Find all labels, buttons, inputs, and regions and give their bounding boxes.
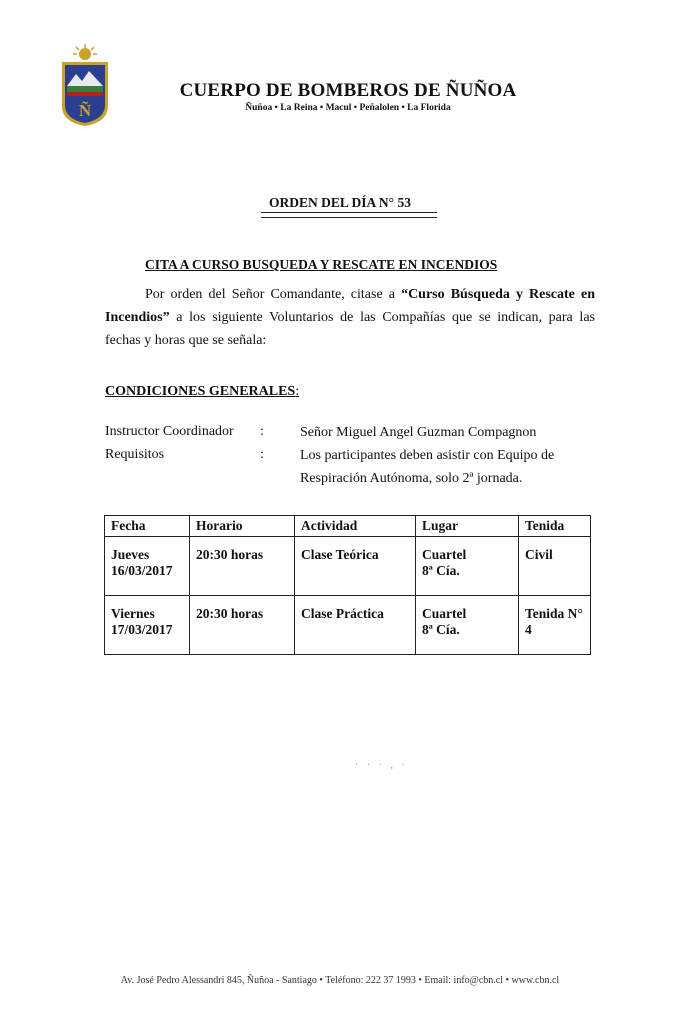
header-horario: Horario	[190, 516, 295, 537]
instructor-colon: :	[260, 424, 264, 439]
intro-text: Por orden del Señor Comandante, citase a	[145, 287, 402, 302]
time-cell: 20:30 horas	[190, 596, 295, 655]
instructor-label: Instructor Coordinador	[105, 424, 234, 439]
date-cell: Jueves 16/03/2017	[105, 537, 190, 596]
schedule-header-row	[105, 516, 591, 537]
organization-title: CUERPO DE BOMBEROS DE ÑUÑOA	[179, 80, 517, 101]
requirements-label: Requisitos	[105, 447, 165, 462]
time-cell: 20:30 horas	[190, 537, 295, 596]
schedule-table	[104, 515, 591, 655]
header-fecha: Fecha	[105, 516, 190, 537]
date-cell: Viernes 17/03/2017	[105, 596, 190, 655]
header-lugar: Lugar	[416, 516, 519, 537]
activity-cell: Clase Práctica	[295, 596, 416, 655]
header-actividad: Actividad	[295, 516, 416, 537]
requirements-colon: :	[260, 447, 264, 462]
subject-heading: CITA A CURSO BUSQUEDA Y RESCATE EN INCENDIOS	[145, 257, 498, 272]
scan-specks: · · · , ·	[355, 760, 408, 771]
attire-cell: Civil	[519, 537, 591, 596]
course-name: “Curso Búsqueda y Rescate en Incendios”	[105, 287, 595, 325]
order-title: ORDEN DEL DÍA N° 53	[269, 195, 411, 210]
table-row	[105, 537, 591, 596]
requirements-value: Los participantes deben asistir con Equipo de Respiración Autónoma, solo 2ª jornada.	[300, 448, 555, 486]
header-tenida: Tenida	[519, 516, 591, 537]
communes-subtitle: Ñuñoa • La Reina • Macul • Peñalolen • La Florida	[245, 103, 451, 113]
attire-cell: Tenida N° 4	[519, 596, 591, 655]
activity-cell: Clase Teórica	[295, 537, 416, 596]
crest-sun-icon	[73, 44, 97, 60]
footer-contact: Av. José Pedro Alessandri 845, Ñuñoa - Santiago • Teléfono: 222 37 1993 • Email: info@cbn.cl • www.cbn.cl	[120, 975, 560, 986]
place-cell: Cuartel 8ª Cía.	[416, 537, 519, 596]
intro-paragraph	[105, 283, 595, 352]
place-cell: Cuartel 8ª Cía.	[416, 596, 519, 655]
intro-rest-text: a los siguiente Voluntarios de las Compañías que se indican, para las fechas y horas que se señala:	[105, 310, 595, 348]
svg-text:Ñ: Ñ	[78, 101, 92, 120]
conditions-heading: CONDICIONES GENERALES:	[105, 384, 300, 399]
order-title-double-rule	[261, 212, 437, 218]
instructor-value: Señor Miguel Angel Guzman Compagnon	[300, 425, 537, 440]
table-row	[105, 596, 591, 655]
